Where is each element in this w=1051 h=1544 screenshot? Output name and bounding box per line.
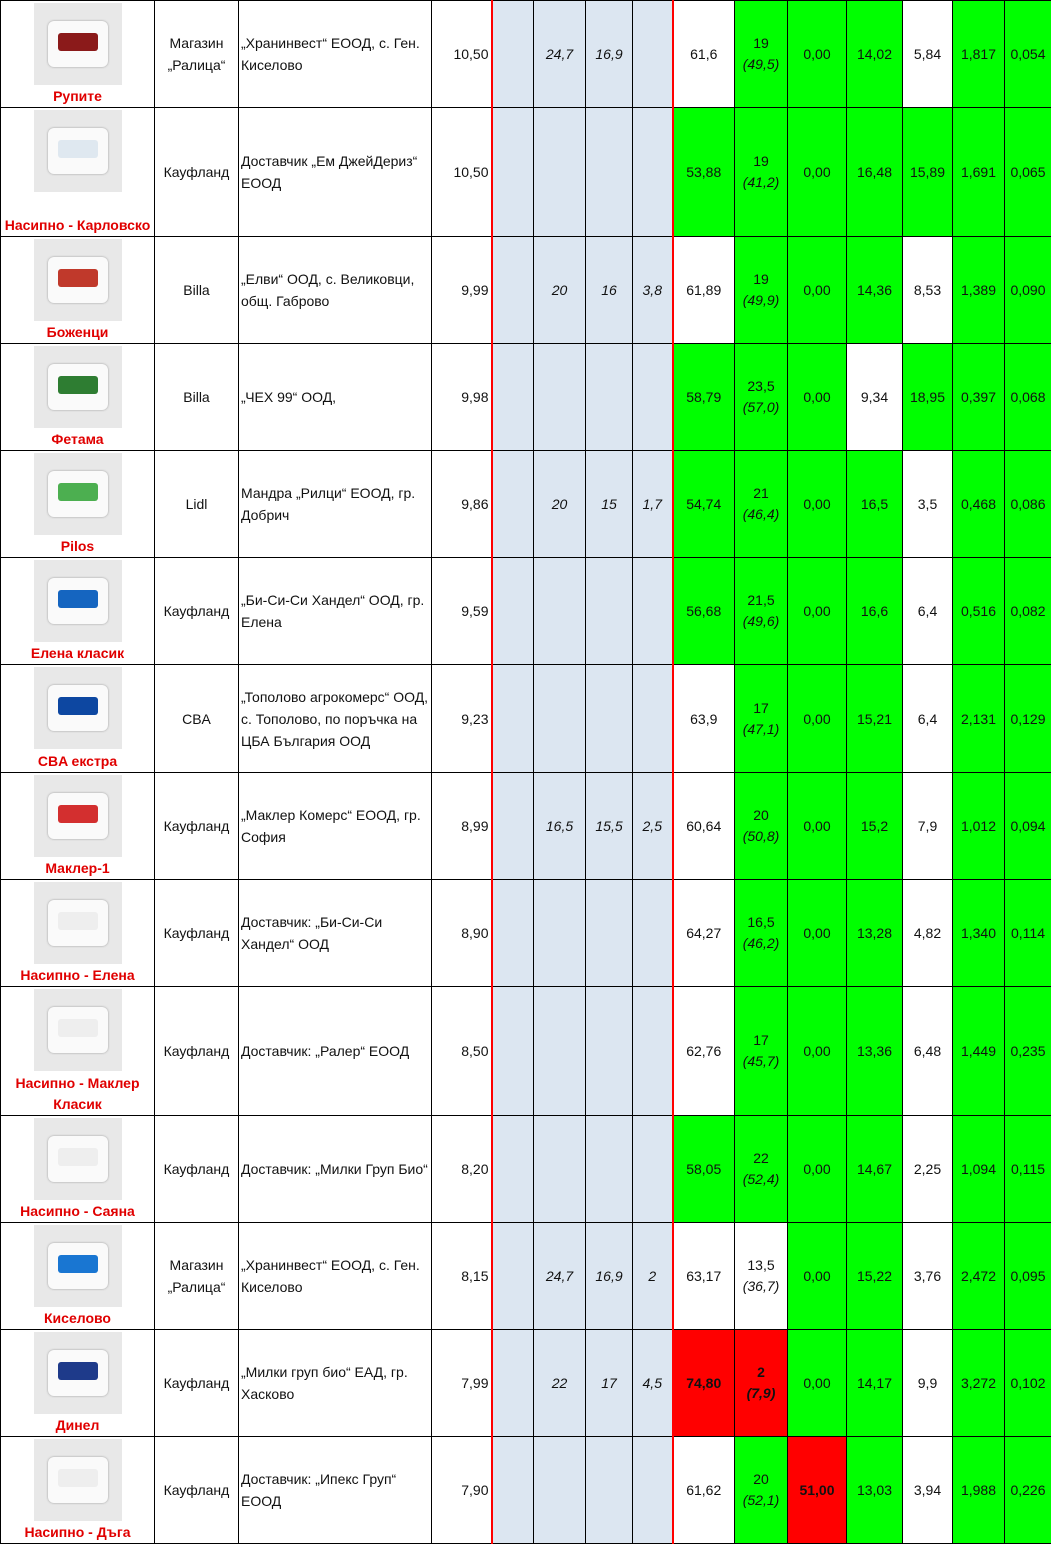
fat-value: 17: [753, 700, 769, 716]
value-col-1: 0,00: [788, 344, 847, 451]
product-name: Насипно - Маклер Класик: [1, 1073, 154, 1115]
value-col-1: 0,00: [788, 1, 847, 108]
price-cell: 7,99: [432, 1330, 492, 1437]
product-photo: [34, 346, 122, 428]
supplier-cell: Доставчик: „Ралер“ ЕООД: [239, 987, 432, 1116]
table-row: [1, 108, 1051, 237]
product-photo: [34, 1225, 122, 1307]
blue-col-2: 20: [534, 237, 586, 344]
value-col-5: 0,114: [1005, 880, 1051, 987]
price-cell: 8,15: [432, 1223, 492, 1330]
fat-cell: [735, 987, 788, 1116]
value-col-4: 2,472: [953, 1223, 1005, 1330]
fat-dry-matter: (45,7): [735, 1051, 787, 1072]
value-col-2: 9,34: [847, 344, 903, 451]
blue-col-1: [492, 1223, 534, 1330]
blue-col-1: [492, 773, 534, 880]
blue-col-2: [534, 344, 586, 451]
table-row: [1, 987, 1051, 1116]
value-col-4: 1,988: [953, 1437, 1005, 1544]
store-cell: Кауфланд: [155, 1437, 239, 1544]
table-row: [1, 1330, 1051, 1437]
blue-col-1: [492, 1, 534, 108]
product-name: Насипно - Елена: [1, 965, 154, 986]
product-cell: [1, 1223, 155, 1330]
value-col-4: 0,397: [953, 344, 1005, 451]
value-col-1: 0,00: [788, 237, 847, 344]
price-cell: 8,50: [432, 987, 492, 1116]
supplier-cell: Мандра „Рилци“ ЕООД, гр. Добрич: [239, 451, 432, 558]
value-col-2: 16,6: [847, 558, 903, 665]
fat-value: 23,5: [747, 378, 774, 394]
value-col-4: 2,131: [953, 665, 1005, 773]
product-cell: [1, 1, 155, 108]
store-cell: Lidl: [155, 451, 239, 558]
product-cell: [1, 987, 155, 1116]
supplier-cell: „ЧЕХ 99“ ООД,: [239, 344, 432, 451]
value-col-1: 0,00: [788, 987, 847, 1116]
product-photo: [34, 239, 122, 321]
value-col-2: 14,36: [847, 237, 903, 344]
product-name: Pilos: [1, 536, 154, 557]
fat-dry-matter: (52,4): [735, 1169, 787, 1190]
value-col-2: 15,2: [847, 773, 903, 880]
value-col-4: 1,012: [953, 773, 1005, 880]
value-col-5: 0,090: [1005, 237, 1051, 344]
value-col-2: 15,21: [847, 665, 903, 773]
fat-cell: [735, 558, 788, 665]
product-cell: [1, 344, 155, 451]
blue-col-1: [492, 665, 534, 773]
blue-col-1: [492, 880, 534, 987]
product-cell: [1, 665, 155, 773]
product-cell: [1, 1330, 155, 1437]
fat-dry-matter: (49,9): [735, 290, 787, 311]
store-cell: CBA: [155, 665, 239, 773]
supplier-cell: Доставчик „Ем ДжейДериз“ ЕООД: [239, 108, 432, 237]
moisture-cell: 63,9: [673, 665, 735, 773]
blue-col-2: [534, 1116, 586, 1223]
moisture-cell: 61,6: [673, 1, 735, 108]
value-col-4: 1,691: [953, 108, 1005, 237]
product-photo: [34, 110, 122, 192]
blue-col-2: [534, 1437, 586, 1544]
blue-col-2: 24,7: [534, 1223, 586, 1330]
product-photo: [34, 560, 122, 642]
value-col-2: 13,28: [847, 880, 903, 987]
fat-cell: [735, 773, 788, 880]
fat-cell: [735, 1, 788, 108]
price-cell: 9,99: [432, 237, 492, 344]
fat-cell: [735, 451, 788, 558]
value-col-4: 1,094: [953, 1116, 1005, 1223]
fat-cell: [735, 1116, 788, 1223]
value-col-3: 15,89: [903, 108, 953, 237]
table-row: [1, 1437, 1051, 1544]
product-name: Насипно - Карловско: [1, 215, 154, 236]
store-cell: Кауфланд: [155, 108, 239, 237]
product-cell: [1, 880, 155, 987]
fat-value: 16,5: [747, 914, 774, 930]
store-cell: Кауфланд: [155, 558, 239, 665]
price-cell: 8,90: [432, 880, 492, 987]
value-col-3: 6,48: [903, 987, 953, 1116]
fat-cell: [735, 665, 788, 773]
blue-col-3: 15,5: [586, 773, 633, 880]
product-cell: [1, 1437, 155, 1544]
product-photo: [34, 882, 122, 964]
value-col-3: 5,84: [903, 1, 953, 108]
supplier-cell: „Хранинвест“ ЕООД, с. Ген. Киселово: [239, 1, 432, 108]
store-cell: Кауфланд: [155, 773, 239, 880]
fat-dry-matter: (50,8): [735, 826, 787, 847]
blue-col-4: [633, 665, 673, 773]
product-name: Елена класик: [1, 643, 154, 664]
blue-col-4: [633, 108, 673, 237]
value-col-5: 0,065: [1005, 108, 1051, 237]
blue-col-3: 16,9: [586, 1, 633, 108]
value-col-2: 16,48: [847, 108, 903, 237]
value-col-4: 1,389: [953, 237, 1005, 344]
fat-value: 21: [753, 485, 769, 501]
product-name: CBA екстра: [1, 751, 154, 772]
store-cell: Кауфланд: [155, 1330, 239, 1437]
product-photo: [34, 775, 122, 857]
value-col-1: 0,00: [788, 665, 847, 773]
value-col-3: 18,95: [903, 344, 953, 451]
blue-col-3: 17: [586, 1330, 633, 1437]
value-col-3: 6,4: [903, 665, 953, 773]
blue-col-2: 16,5: [534, 773, 586, 880]
product-photo: [34, 989, 122, 1071]
product-name: Насипно - Дъга: [1, 1522, 154, 1543]
fat-cell: [735, 1330, 788, 1437]
blue-col-4: 1,7: [633, 451, 673, 558]
blue-col-1: [492, 344, 534, 451]
value-col-1: 0,00: [788, 1223, 847, 1330]
moisture-cell: 63,17: [673, 1223, 735, 1330]
value-col-2: 13,36: [847, 987, 903, 1116]
supplier-cell: Доставчик: „Милки Груп Био“: [239, 1116, 432, 1223]
store-cell: Магазин „Ралица“: [155, 1223, 239, 1330]
value-col-3: 4,82: [903, 880, 953, 987]
blue-col-3: 16: [586, 237, 633, 344]
blue-col-1: [492, 237, 534, 344]
fat-dry-matter: (36,7): [735, 1276, 787, 1297]
blue-col-3: 15: [586, 451, 633, 558]
value-col-2: 14,17: [847, 1330, 903, 1437]
fat-dry-matter: (46,2): [735, 933, 787, 954]
product-photo: [34, 1118, 122, 1200]
fat-dry-matter: (49,5): [735, 54, 787, 75]
value-col-2: 13,03: [847, 1437, 903, 1544]
product-photo: [34, 453, 122, 535]
blue-col-3: [586, 1116, 633, 1223]
value-col-1: 0,00: [788, 558, 847, 665]
store-cell: Billa: [155, 237, 239, 344]
store-cell: Кауфланд: [155, 880, 239, 987]
moisture-cell: 61,89: [673, 237, 735, 344]
table-row: [1, 1116, 1051, 1223]
blue-col-1: [492, 1437, 534, 1544]
product-name: Маклер-1: [1, 858, 154, 879]
value-col-5: 0,068: [1005, 344, 1051, 451]
moisture-cell: 61,62: [673, 1437, 735, 1544]
supplier-cell: „Маклер Комерс“ ЕООД, гр. София: [239, 773, 432, 880]
blue-col-2: [534, 108, 586, 237]
price-cell: 9,23: [432, 665, 492, 773]
value-col-3: 9,9: [903, 1330, 953, 1437]
table-row: [1, 773, 1051, 880]
store-cell: Магазин „Ралица“: [155, 1, 239, 108]
value-col-4: 0,468: [953, 451, 1005, 558]
product-name: Рупите: [1, 86, 154, 107]
table-row: [1, 880, 1051, 987]
fat-value: 19: [753, 35, 769, 51]
table-row: [1, 665, 1051, 773]
fat-dry-matter: (47,1): [735, 719, 787, 740]
fat-value: 2: [757, 1364, 765, 1380]
value-col-1: 0,00: [788, 451, 847, 558]
product-cell: [1, 1116, 155, 1223]
blue-col-4: [633, 558, 673, 665]
blue-col-3: [586, 987, 633, 1116]
product-name: Боженци: [1, 322, 154, 343]
product-photo: [34, 3, 122, 85]
moisture-cell: 64,27: [673, 880, 735, 987]
value-col-5: 0,054: [1005, 1, 1051, 108]
product-cell: [1, 451, 155, 558]
product-cell: [1, 108, 155, 237]
value-col-1: 0,00: [788, 1116, 847, 1223]
product-name: Динел: [1, 1415, 154, 1436]
price-cell: 7,90: [432, 1437, 492, 1544]
fat-cell: [735, 1437, 788, 1544]
product-name: Фетама: [1, 429, 154, 450]
blue-col-1: [492, 1330, 534, 1437]
price-cell: 10,50: [432, 1, 492, 108]
table-row: [1, 344, 1051, 451]
blue-col-2: [534, 987, 586, 1116]
fat-dry-matter: (46,4): [735, 504, 787, 525]
product-name: Киселово: [1, 1308, 154, 1329]
supplier-cell: „Елви“ ООД, с. Великовци, общ. Габрово: [239, 237, 432, 344]
value-col-1: 51,00: [788, 1437, 847, 1544]
value-col-3: 2,25: [903, 1116, 953, 1223]
fat-value: 20: [753, 807, 769, 823]
store-cell: Кауфланд: [155, 1116, 239, 1223]
supplier-cell: „Милки груп био“ ЕАД, гр. Хасково: [239, 1330, 432, 1437]
blue-col-2: 24,7: [534, 1, 586, 108]
blue-col-1: [492, 987, 534, 1116]
fat-dry-matter: (49,6): [735, 611, 787, 632]
value-col-5: 0,102: [1005, 1330, 1051, 1437]
price-cell: 9,86: [432, 451, 492, 558]
product-photo: [34, 1332, 122, 1414]
value-col-4: 1,449: [953, 987, 1005, 1116]
value-col-2: 14,02: [847, 1, 903, 108]
price-cell: 9,98: [432, 344, 492, 451]
price-cell: 8,99: [432, 773, 492, 880]
moisture-cell: 58,79: [673, 344, 735, 451]
blue-col-3: 16,9: [586, 1223, 633, 1330]
product-name: Насипно - Саяна: [1, 1201, 154, 1222]
fat-dry-matter: (7,9): [735, 1383, 787, 1404]
value-col-1: 0,00: [788, 773, 847, 880]
blue-col-1: [492, 451, 534, 558]
value-col-2: 15,22: [847, 1223, 903, 1330]
blue-col-4: 2,5: [633, 773, 673, 880]
fat-cell: [735, 880, 788, 987]
fat-value: 21,5: [747, 592, 774, 608]
value-col-5: 0,082: [1005, 558, 1051, 665]
moisture-cell: 74,80: [673, 1330, 735, 1437]
value-col-5: 0,115: [1005, 1116, 1051, 1223]
product-cell: [1, 773, 155, 880]
moisture-cell: 58,05: [673, 1116, 735, 1223]
product-cell: [1, 558, 155, 665]
value-col-3: 8,53: [903, 237, 953, 344]
moisture-cell: 62,76: [673, 987, 735, 1116]
fat-dry-matter: (57,0): [735, 397, 787, 418]
fat-value: 19: [753, 271, 769, 287]
value-col-1: 0,00: [788, 1330, 847, 1437]
blue-col-2: [534, 880, 586, 987]
value-col-5: 0,095: [1005, 1223, 1051, 1330]
blue-col-4: [633, 344, 673, 451]
value-col-4: 1,340: [953, 880, 1005, 987]
store-cell: Billa: [155, 344, 239, 451]
fat-cell: [735, 108, 788, 237]
moisture-cell: 60,64: [673, 773, 735, 880]
supplier-cell: Доставчик: „Би-Си-Си Хандел“ ООД: [239, 880, 432, 987]
blue-col-2: [534, 665, 586, 773]
value-col-1: 0,00: [788, 880, 847, 987]
value-col-3: 3,94: [903, 1437, 953, 1544]
blue-col-4: [633, 1437, 673, 1544]
moisture-cell: 53,88: [673, 108, 735, 237]
blue-col-3: [586, 344, 633, 451]
blue-col-3: [586, 1437, 633, 1544]
value-col-4: 1,817: [953, 1, 1005, 108]
table-row: [1, 451, 1051, 558]
product-photo: [34, 667, 122, 749]
fat-cell: [735, 237, 788, 344]
moisture-cell: 54,74: [673, 451, 735, 558]
price-cell: 9,59: [432, 558, 492, 665]
value-col-3: 6,4: [903, 558, 953, 665]
blue-col-4: 4,5: [633, 1330, 673, 1437]
value-col-1: 0,00: [788, 108, 847, 237]
moisture-cell: 56,68: [673, 558, 735, 665]
supplier-cell: „Хранинвест“ ЕООД, с. Ген. Киселово: [239, 1223, 432, 1330]
table-row: [1, 1, 1051, 108]
blue-col-2: 22: [534, 1330, 586, 1437]
table-row: [1, 237, 1051, 344]
blue-col-2: 20: [534, 451, 586, 558]
supplier-cell: „Би-Си-Си Хандел“ ООД, гр. Елена: [239, 558, 432, 665]
blue-col-3: [586, 558, 633, 665]
table-body: [1, 1, 1051, 1544]
fat-cell: [735, 344, 788, 451]
blue-col-3: [586, 880, 633, 987]
fat-value: 19: [753, 153, 769, 169]
price-cell: 10,50: [432, 108, 492, 237]
blue-col-1: [492, 1116, 534, 1223]
blue-col-4: [633, 880, 673, 987]
value-col-5: 0,086: [1005, 451, 1051, 558]
value-col-3: 3,76: [903, 1223, 953, 1330]
fat-value: 22: [753, 1150, 769, 1166]
blue-col-4: 3,8: [633, 237, 673, 344]
blue-col-4: [633, 1, 673, 108]
supplier-cell: Доставчик: „Ипекс Груп“ ЕООД: [239, 1437, 432, 1544]
blue-col-4: 2: [633, 1223, 673, 1330]
supplier-cell: „Тополово агрокомерс“ ООД, с. Тополово, по поръчка на ЦБА България ООД: [239, 665, 432, 773]
blue-col-3: [586, 665, 633, 773]
value-col-2: 14,67: [847, 1116, 903, 1223]
fat-dry-matter: (41,2): [735, 172, 787, 193]
blue-col-1: [492, 108, 534, 237]
fat-value: 13,5: [747, 1257, 774, 1273]
value-col-3: 7,9: [903, 773, 953, 880]
fat-dry-matter: (52,1): [735, 1490, 787, 1511]
fat-value: 17: [753, 1032, 769, 1048]
store-cell: Кауфланд: [155, 987, 239, 1116]
blue-col-1: [492, 558, 534, 665]
value-col-4: 3,272: [953, 1330, 1005, 1437]
value-col-2: 16,5: [847, 451, 903, 558]
blue-col-2: [534, 558, 586, 665]
value-col-4: 0,516: [953, 558, 1005, 665]
table-row: [1, 1223, 1051, 1330]
product-cell: [1, 237, 155, 344]
price-cell: 8,20: [432, 1116, 492, 1223]
product-photo: [34, 1439, 122, 1521]
table-row: [1, 558, 1051, 665]
value-col-5: 0,094: [1005, 773, 1051, 880]
blue-col-4: [633, 1116, 673, 1223]
value-col-5: 0,129: [1005, 665, 1051, 773]
blue-col-3: [586, 108, 633, 237]
fat-value: 20: [753, 1471, 769, 1487]
value-col-5: 0,226: [1005, 1437, 1051, 1544]
blue-col-4: [633, 987, 673, 1116]
value-col-3: 3,5: [903, 451, 953, 558]
fat-cell: [735, 1223, 788, 1330]
value-col-5: 0,235: [1005, 987, 1051, 1116]
